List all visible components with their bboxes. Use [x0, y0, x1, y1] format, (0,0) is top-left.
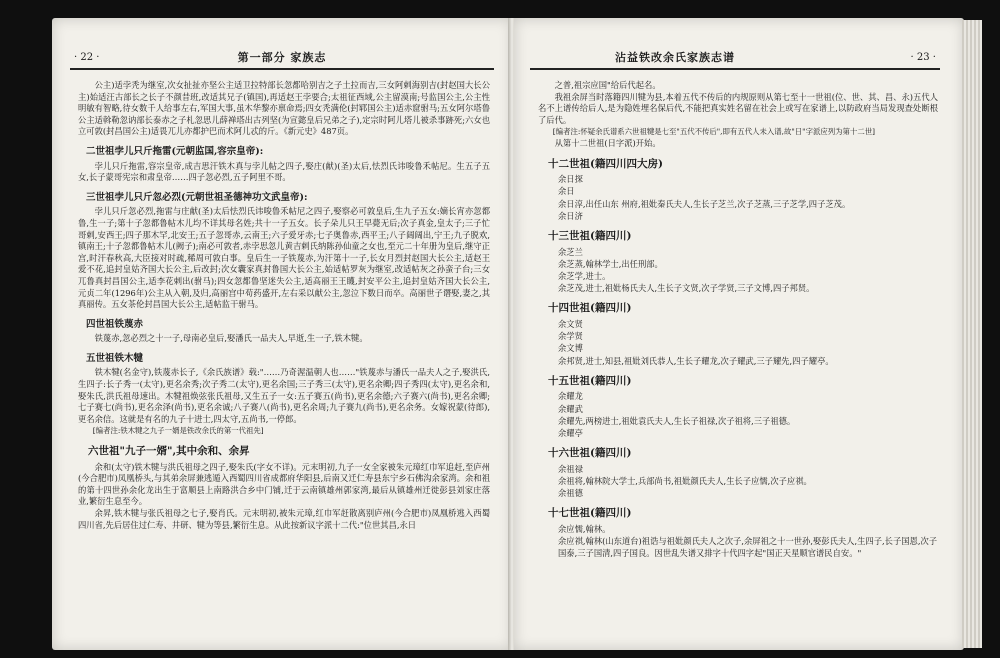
left-page	[52, 18, 512, 650]
generation-member: 余邦贤,进士,知县,祖妣刘氏恭人,生长子耀龙,次子耀武,三子耀先,四子耀亭。	[558, 355, 834, 366]
section-heading: 四世祖铁蔑赤	[86, 318, 144, 330]
generation-title: 十四世祖(籍四川)	[548, 302, 632, 315]
generation-member: 余芝学,进士。	[558, 270, 611, 281]
left-paragraph: 余和(太守)铁木犍与洪氏祖母之四子,娶朱氏(字女不详)。元末明初,九子一女全家被朱元璋红巾军追赶,至庐州(今合肥市)凤凰桥头,与其弟余屏兼逃遁入西蜀四川省成都府华阳县,后南又迁仁寿县东宁乡石佛沟余家湾。余和祖的第十四世孙余化龙出生于富顺县上南路洪合乡中门铺,迁于云南镇雄州郭家湾,最后从镇雄州迁徙彭县刘家庄落业,繁衍生息至今。	[78, 461, 490, 507]
left-paragraph: 孛儿只斤拖雷,容宗皇帝,成吉思汗铁木真与孛儿帖之四子,娶庄(献)(圣)太后,怯烈氏讳唆鲁禾帖尼。生五子五女,长子蒙哥宪宗和肃皇帝……四子忽必烈,五子阿里不哥。	[78, 160, 490, 183]
right-page-content	[538, 80, 938, 560]
page-edges	[962, 20, 982, 648]
left-paragraph: 孛儿只斤忽必烈,拖雷与庄献(圣)太后怯烈氏讳唆鲁禾帖尼之四子,娶察必可敦皇后,生九子五女:嫡长宵亦忽都鲁,生一子;第十子忽都鲁帖木儿均不详其母名姓;共十一子五女。长子朵儿只王早薨无后;次子真金,皇太子;三子忙哥剌,安西王;四子那木罕,北安王;五子忽哥赤,云南王;六子爱牙赤;七子奥鲁赤,西平王;八子阔阔出,宁王;九子脱欢,镇南王;十子忽都鲁帖木儿(阙子);南必可敦者,赤孛思忽儿黄吉剌氏纳陈孙仙童之女也,至元二十年册为皇后,继守正宫,时汗春秋高,大臣接对时疏,稀周可敦白事。皇后生一子铁蔑赤,为汗第十一子,长女月烈封赵国大长公主,适赵王爱不花,追封皇姑齐国大长公主,后改封;次女囊家真封鲁国大长公主,始适帖罗灰为继室,改适帖灰之孙蛮子台;三女兀鲁真封昌国公主,适李花剌出(驸马);四女忽都鲁坚迷失公主,适高丽王王䁾,封安平公主,追封皇姑齐国大长公主,元贞二年(1296年)公主从入朝,及归,高丽宫中苟药盛开,左右采以献公主,忽泣下数日而卒。高丽世子谮娶,妻之,其真丽传。五女茶伦封昌国大长公主,适帖监干驸马。	[78, 206, 490, 310]
section-heading: 三世祖孛儿只斤忽必烈(元朝世祖圣德神功文武皇帝):	[86, 191, 308, 203]
right-paragraph: 我祖余屏当时落籍四川犍为县,本着五代不传后的内规原则从第七至十一世祖(位、世、其、昌、永)五代人名不上谱传给后人,是为隐姓埋名保后代,不能把真实姓名留在社会上或写在家谱上,以防政府当局发现查处断根了后代。	[538, 91, 938, 125]
generation-member: 余祖将,翰林院大学士,兵部尚书,祖妣颜氏夫人,生长子应懦,次子应祺。	[558, 475, 812, 486]
generation-list	[538, 159, 938, 560]
generation-member: 余日	[558, 186, 575, 197]
left-paragraph: 余昇,铁木犍与张氏祖母之七子,娶肖氏。元末明初,被朱元璋,红巾军赶散离别庐州(今合肥市)凤凰桥逃入西蜀四川省,先后居住过仁寿、井研、犍为等县,繁衍生息。从此按新议字派十二代:"位世其昌,永日	[78, 508, 490, 530]
left-page-number: · 22 ·	[74, 52, 100, 63]
generation-member: 余耀先,两榜进士,祖妣袁氏夫人,生长子祖禄,次子祖将,三子祖德。	[558, 415, 796, 426]
generation-member: 余应懦,翰林。	[558, 523, 611, 534]
generation-member: 余日济	[558, 210, 583, 221]
editor-note: [编者注:怀疑余氏谱系六世祖犍是七至"五代不传后",即有五代人未入谱,故"日"字派应列为第十二世]	[552, 127, 875, 137]
generation-title: 十二世祖(籍四川四大房)	[548, 157, 663, 170]
generation-member: 余芝蒸,翰林学士,出任刑部。	[558, 258, 663, 269]
generation-member: 余学贤	[558, 331, 583, 342]
generation-member: 余芝兰	[558, 246, 583, 257]
generation-member: 余耀武	[558, 403, 583, 414]
generation-member: 余耀龙	[558, 391, 583, 402]
generation-member: 余日淳,出任山东 州府,祖妣秦氏夫人,生长子芝兰,次子芝蒸,三子芝学,四子芝茂。	[558, 198, 851, 209]
generation-member: 余祖禄	[558, 463, 583, 474]
left-paragraph: 铁蔑赤,忽必烈之十一子,母南必皇后,娶潘氏一品夫人,早逝,生一子,铁木犍。	[94, 333, 368, 344]
left-page-content	[78, 80, 490, 531]
generation-member: 余日探	[558, 174, 583, 185]
generation-member: 余祖德	[558, 488, 583, 499]
right-page-header	[530, 48, 940, 70]
generation-member: 余应祺,翰林(山东道台)祖诰与祖妣颜氏夫人之次子,余屏祖之十一世孙,娶彭氏夫人,生四子,长子国恩,次子国泰,三子国清,四子国良。因世乱失谱又排字十代四字起"国正天星顺官谱民自安。"	[558, 536, 938, 559]
right-paragraph: 之普,祖宗应国"给后代起名。	[554, 80, 661, 90]
right-paragraph: 从第十二世祖(日字派)开始。	[554, 137, 661, 148]
generation-title: 十六世祖(籍四川)	[548, 447, 632, 460]
left-running-title: 第一部分 家族志	[237, 51, 327, 64]
generation-member: 余文博	[558, 343, 583, 354]
generation-member: 余耀亭	[558, 427, 583, 438]
generation-member: 余芝茂,进士,祖妣杨氏夫人,生长子文贤,次子学贤,三子文博,四子邦贤。	[558, 283, 815, 294]
generation-title: 十五世祖(籍四川)	[548, 374, 632, 387]
generation-title: 十三世祖(籍四川)	[548, 229, 632, 242]
section-heading: 五世祖铁木犍	[86, 352, 144, 364]
section-heading: 二世祖孛儿只斤拖雷(元朝监国,容宗皇帝):	[86, 145, 264, 157]
left-paragraph: 铁木犍(名金守),铁蔑赤长子,《余氏族谱》载:"……乃奇渥温朝人也……"铁蔑赤与潘氏一品夫人之子,娶洪氏,生四子:长子秀一(太守),更名余秀;次子秀二(太守),更名余国;三子秀三(太守),更名余卿;四子秀四(太守),更名余和,娶朱氏,洪氏祖母速出。木犍祖焕弦张氏祖母,又生五子一女:五子赛五(尚书),更名余德;六子赛六(尚书),更名余卿;七子赛七(尚书),更名余泽(尚书),更名余诚;八子赛八(尚书),更名余周;九子赛九(尚书),更名余务。女嫁祝蒙(待郎),更名余信。这就是有名的九子十进士,四太守,五尚书,一停郎。	[78, 367, 490, 424]
generation-title: 十七世祖(籍四川)	[548, 507, 632, 520]
editor-note: [编者注:铁木犍之九子一婿是铁改余氏的第一代祖先]	[92, 426, 264, 436]
generation-member: 余文贤	[558, 318, 583, 329]
left-paragraph: 公主)适孛秃为继室,次女扯扯亦坚公主适卫拉特部长忽都哈别吉之子土拉而吉,三女阿剌海别吉(封赵国大长公主)始适汪古部长之长子不颜昔班,改适其兄子(镇国),再适赵王孛要合;太祖征西域,公主留漠南;号监国公主,公主性明敏有智略,待女数千人给事左右,军国大事,虽木华黎亦禀命焉;四女秃满伦(封郓国公主)适赤窟驸马;五女阿尔塔鲁公主适斡勒忽讷部长泰赤之子札忽思儿薛禅塔出古列坚(为宣懿皇后兄弟之子),定宗时阿儿塔儿被杀事跡死;六女也立可敦(封昌国公主)适畏兀儿亦都护巴而术阿儿忒的斤。《新元史》487页。	[78, 80, 490, 137]
left-page-header	[70, 48, 494, 70]
right-running-title: 沾益铁改余氏家族志谱	[615, 51, 735, 64]
right-page-number: · 23 ·	[910, 52, 936, 63]
section-heading: 六世祖"九子一婿",其中余和、余昇	[88, 445, 250, 458]
right-page	[514, 18, 964, 650]
